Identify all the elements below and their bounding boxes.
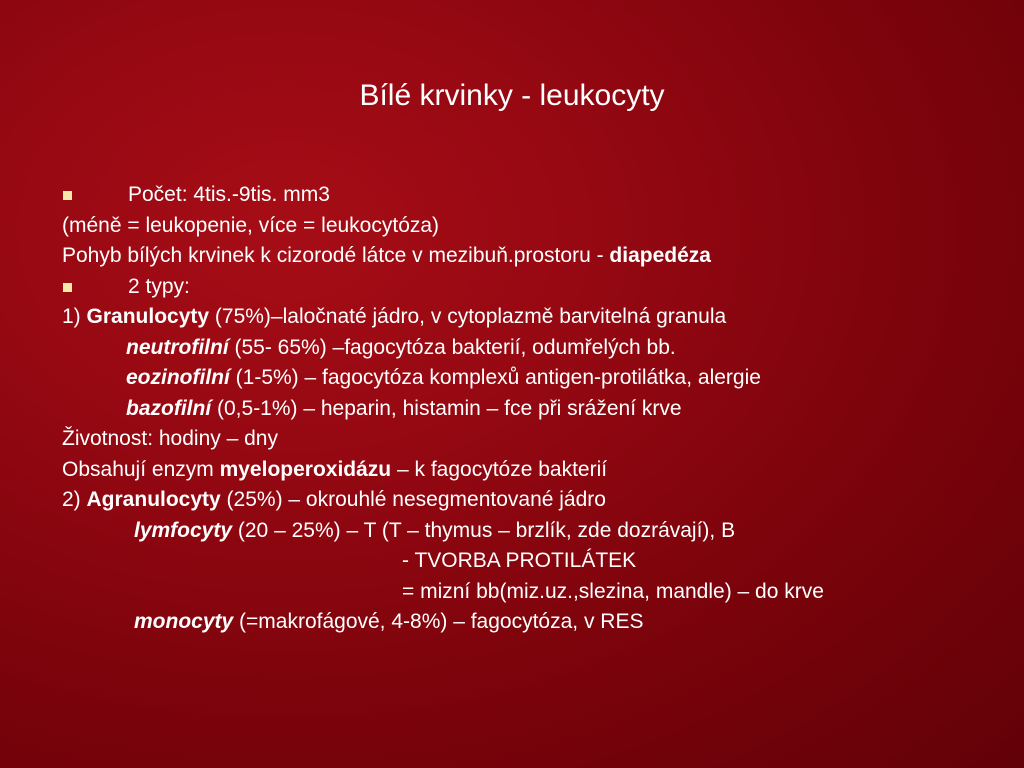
line-text: - TVORBA PROTILÁTEK <box>402 549 637 572</box>
slide-body <box>62 180 1002 638</box>
line-text: 2 typy: <box>128 274 190 298</box>
text-line-leukopenie <box>62 211 1002 242</box>
line-text: Počet: 4tis.-9tis. mm3 <box>128 183 330 206</box>
line-text: – k fagocytóze bakterií <box>391 457 608 481</box>
line-text: (0,5-1%) – heparin, histamin – fce při srážení krve <box>211 396 682 420</box>
term-lymfocyty: lymfocyty <box>134 518 233 542</box>
line-prefix: 2) <box>62 488 87 511</box>
text-line-eozinofilni <box>62 363 1002 394</box>
term-diapedeza: diapedéza <box>609 244 711 267</box>
line-text: (20 – 25%) – T (T – thymus – brzlík, zde dozrávají), B <box>232 518 736 542</box>
term-granulocyty: Granulocyty <box>86 305 210 328</box>
term-eozinofilni: eozinofilní <box>126 366 230 389</box>
line-text: Životnost: hodiny – dny <box>62 427 278 450</box>
line-text: = mizní bb(miz.uz.,slezina, mandle) – do krve <box>402 579 824 603</box>
text-line-tvorba <box>62 546 1002 577</box>
term-myeloperoxidazu: myeloperoxidázu <box>219 457 392 481</box>
text-line-monocyty <box>62 607 1002 638</box>
line-prefix: 1) <box>62 305 87 328</box>
text-line-neutrofilni <box>62 333 1002 364</box>
text-line-enzym <box>62 455 1002 486</box>
line-text: (25%) – okrouhlé nesegmentované jádro <box>220 488 606 511</box>
bullet-line-count <box>62 180 1002 211</box>
term-agranulocyty: Agranulocyty <box>86 488 221 511</box>
line-text: (75%)–laločnaté jádro, v cytoplazmě barvitelná granula <box>209 305 727 328</box>
line-text: (=makrofágové, 4-8%) – fagocytóza, v RES <box>233 610 644 633</box>
text-line-mizni <box>62 577 1002 608</box>
line-text: (55- 65%) –fagocytóza bakterií, odumřelých bb. <box>228 335 676 359</box>
line-text: (1-5%) – fagocytóza komplexů antigen-protilátka, alergie <box>229 366 761 389</box>
term-bazofilni: bazofilní <box>126 396 212 420</box>
text-line-granulocyty <box>62 302 1002 333</box>
term-neutrofilni: neutrofilní <box>126 335 229 359</box>
text-line-agranulocyty <box>62 485 1002 516</box>
text-line-bazofilni <box>62 394 1002 425</box>
line-text: Pohyb bílých krvinek k cizorodé látce v mezibuň.prostoru - <box>62 244 610 267</box>
text-line-diapedeza <box>62 241 1002 272</box>
text-line-lymfocyty <box>62 516 1002 547</box>
bullet-line-types <box>62 272 1002 303</box>
line-text: (méně = leukopenie, více = leukocytóza) <box>62 213 440 237</box>
line-prefix: Obsahují enzym <box>62 457 220 481</box>
square-bullet-icon <box>63 283 72 292</box>
text-line-zivotnost <box>62 424 1002 455</box>
term-monocyty: monocyty <box>134 610 234 633</box>
square-bullet-icon <box>63 191 72 200</box>
slide-title: Bílé krvinky - leukocyty <box>359 79 665 112</box>
